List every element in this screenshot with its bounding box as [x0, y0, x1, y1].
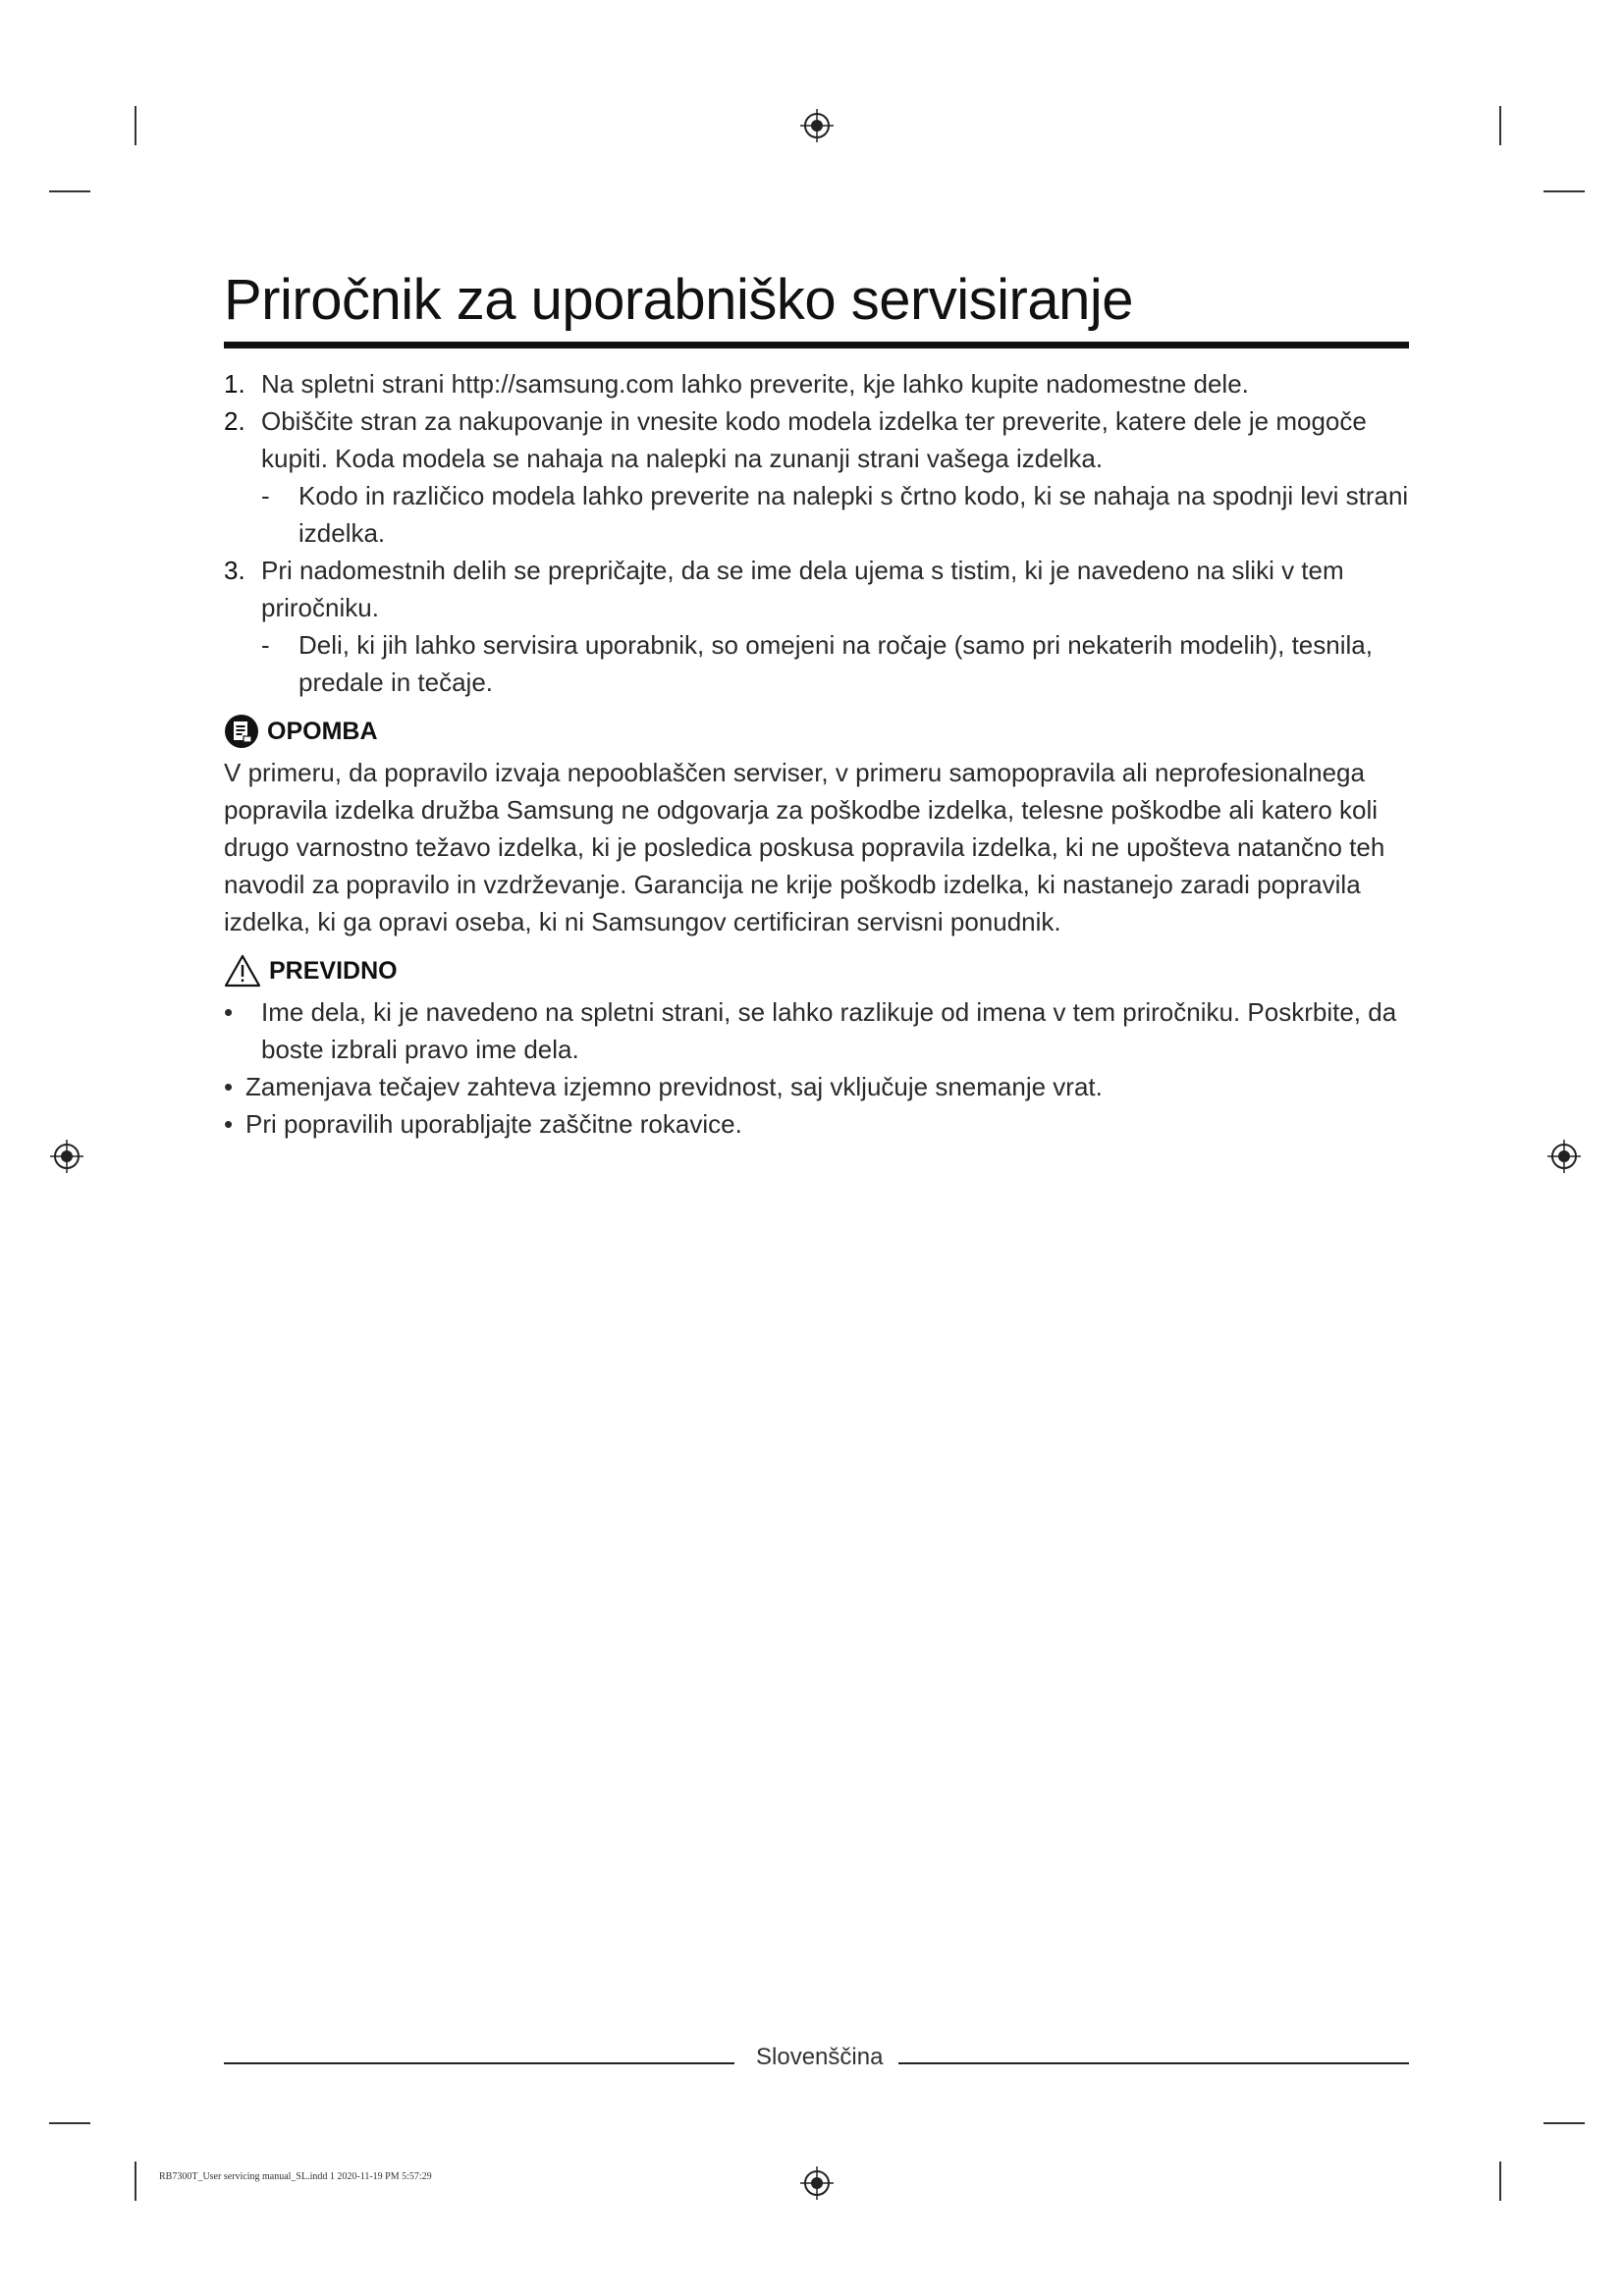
- crop-mark: [1543, 190, 1585, 192]
- step-number: 1.: [224, 369, 245, 399]
- crop-mark: [135, 106, 136, 145]
- footer-rule-left: [224, 2062, 734, 2064]
- page-content: [224, 365, 1409, 1143]
- note-heading: [224, 713, 1409, 750]
- caution-bullet-text: Ime dela, ki je navedeno na spletni strani, se lahko razlikuje od imena v tem priročniku. Poskrbite, da boste izbrali pravo ime dela.: [261, 997, 1397, 1064]
- caution-bullet: [224, 1068, 1409, 1105]
- warning-triangle-icon: [224, 954, 261, 988]
- registration-mark-icon: [800, 2166, 834, 2200]
- caution-heading: [224, 952, 1409, 989]
- caution-heading-label: PREVIDNO: [269, 957, 398, 985]
- step-item: [224, 365, 1409, 402]
- caution-bullet: [224, 1105, 1409, 1143]
- footer-language: Slovenščina: [756, 2044, 884, 2070]
- footer-rule-right: [898, 2062, 1409, 2064]
- registration-mark-icon: [800, 109, 834, 142]
- crop-mark: [49, 190, 90, 192]
- note-text: V primeru, da popravilo izvaja nepooblaščen serviser, v primeru samopopravila ali neprofesionalnega popravila izdelka družba Samsung ne odgovarja za poškodbe izdelka, telesne poškodbe ali katero koli drugo varnostno težavo izdelka, ki je posledica poskusa popravila izdelka, ki ne upošteva natančno teh navodil za popravilo in vzdrževanje. Garancija ne krije poškodb izdelka, ki nastanejo zaradi popravila izdelka, ki ga opravi oseba, ki ni Samsungov certificiran servisni ponudnik.: [224, 758, 1385, 936]
- dash-marker: -: [261, 481, 270, 510]
- step-item: [224, 552, 1409, 626]
- step-number: 3.: [224, 556, 245, 585]
- crop-mark: [1499, 106, 1501, 145]
- crop-mark: [1543, 2122, 1585, 2124]
- step-text: Pri nadomestnih delih se prepričajte, da se ime dela ujema s tistim, ki je navedeno na sliki v tem priročniku.: [261, 556, 1344, 622]
- step-number: 2.: [224, 406, 245, 436]
- crop-mark: [135, 2162, 136, 2201]
- crop-mark: [49, 2122, 90, 2124]
- step-subitem-text: Deli, ki jih lahko servisira uporabnik, so omejeni na ročaje (samo pri nekaterih modelih), tesnila, predale in tečaje.: [298, 630, 1373, 697]
- title-rule: [224, 342, 1409, 348]
- print-slug: RB7300T_User servicing manual_SL.indd 1 2020-11-19 PM 5:57:29: [159, 2171, 432, 2182]
- note-heading-label: OPOMBA: [267, 718, 378, 745]
- page-title: Priročnik za uporabniško servisiranje: [224, 268, 1134, 332]
- step-subitem-text: Kodo in različico modela lahko preverite na nalepki s črtno kodo, ki se nahaja na spodnji levi strani izdelka.: [298, 481, 1409, 548]
- registration-mark-icon: [1547, 1140, 1581, 1173]
- dash-marker: -: [261, 630, 270, 660]
- step-text: Na spletni strani http://samsung.com lahko preverite, kje lahko kupite nadomestne dele.: [261, 369, 1249, 399]
- bullet-marker: •: [224, 1072, 234, 1101]
- caution-bullet-text: Zamenjava tečajev zahteva izjemno previdnost, saj vključuje snemanje vrat.: [245, 1072, 1103, 1101]
- step-subitem: [224, 477, 1409, 552]
- caution-bullet-text: Pri popravilih uporabljajte zaščitne rokavice.: [245, 1109, 742, 1139]
- registration-mark-icon: [50, 1140, 83, 1173]
- caution-bullet: [224, 993, 1409, 1068]
- bullet-marker: •: [224, 1109, 234, 1139]
- note-icon: [224, 714, 259, 749]
- crop-mark: [1499, 2162, 1501, 2201]
- step-subitem: [224, 626, 1409, 701]
- bullet-marker: •: [224, 997, 234, 1027]
- step-item: [224, 402, 1409, 477]
- step-text: Obiščite stran za nakupovanje in vnesite kodo modela izdelka ter preverite, katere dele je mogoče kupiti. Koda modela se nahaja na nalepki na zunanji strani vašega izdelka.: [261, 406, 1367, 473]
